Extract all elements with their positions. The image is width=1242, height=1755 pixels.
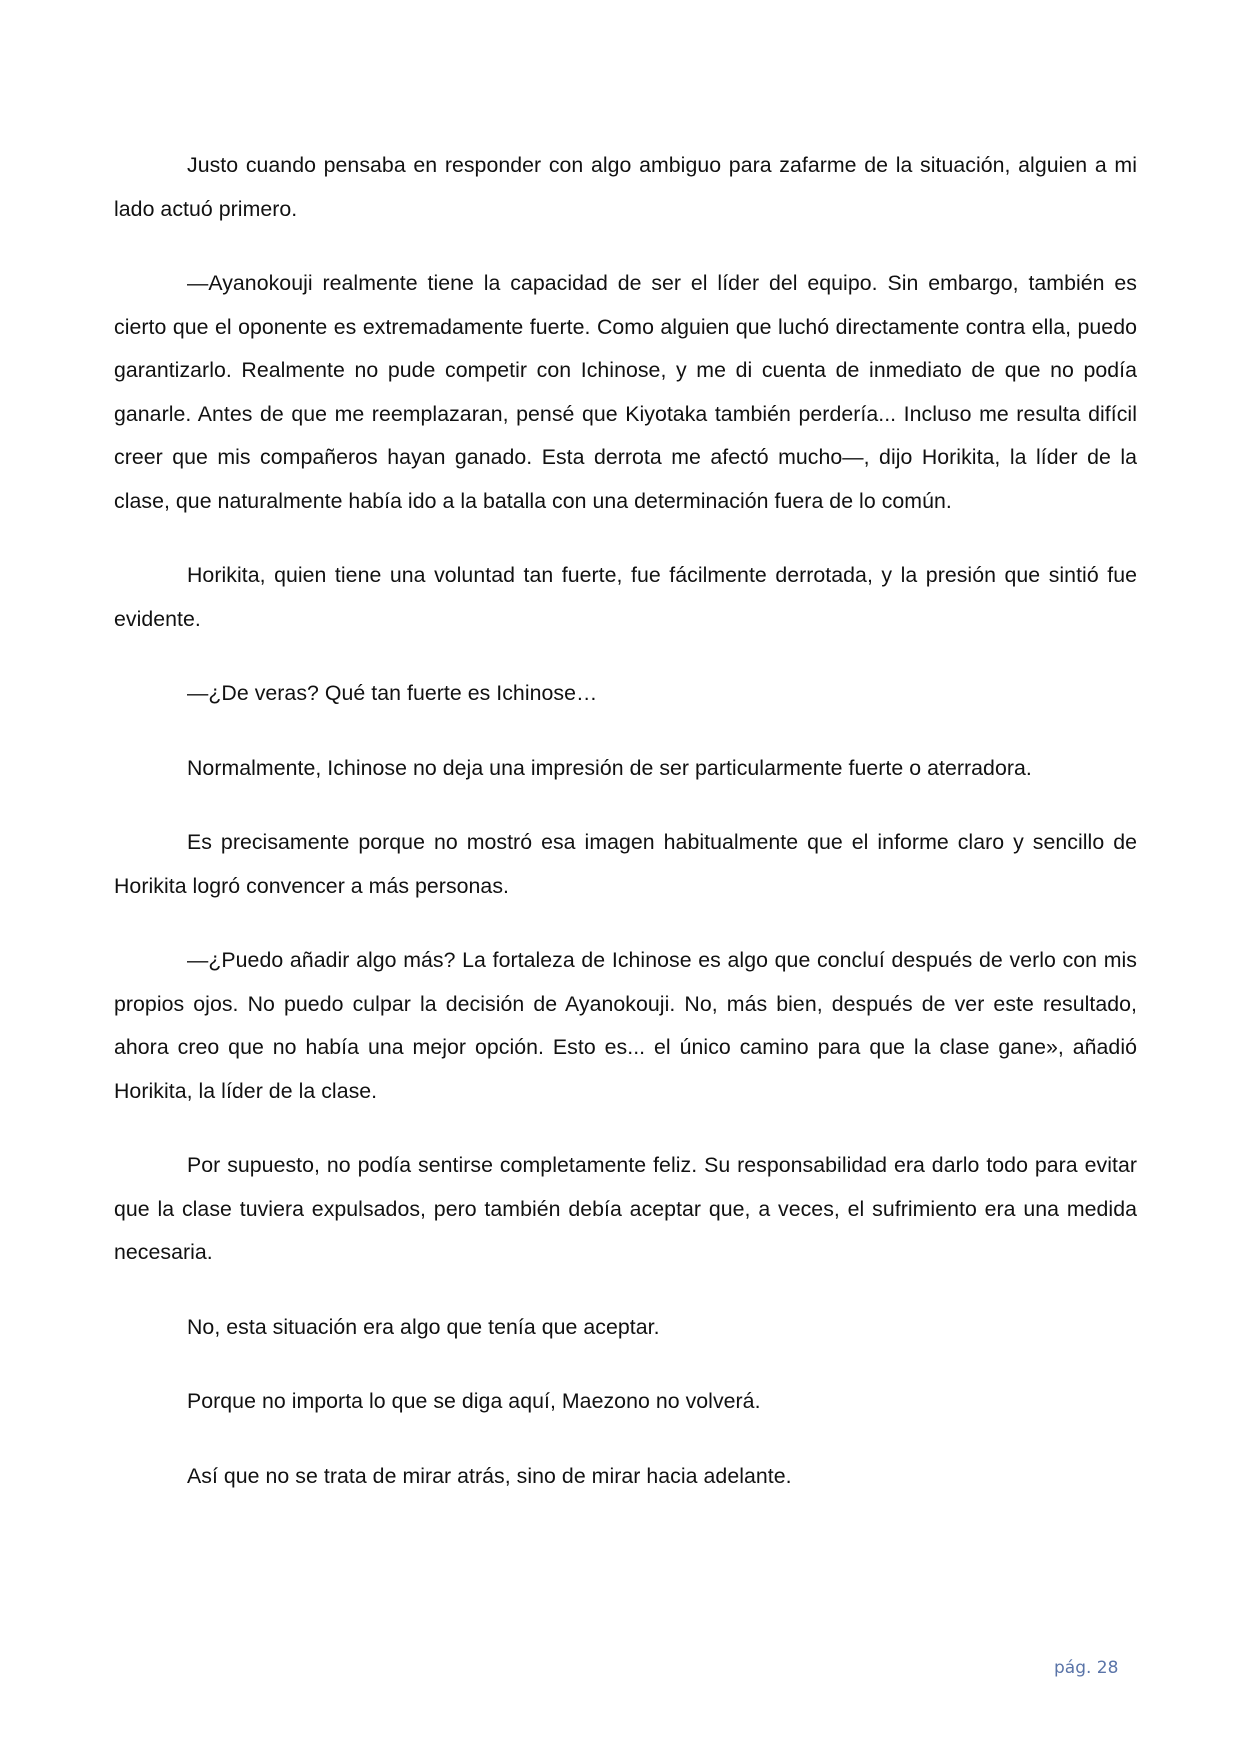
paragraph: Justo cuando pensaba en responder con algo ambiguo para zafarme de la situación, alguien a mi lado actuó primero. — [114, 153, 1137, 221]
paragraph: Horikita, quien tiene una voluntad tan fuerte, fue fácilmente derrotada, y la presión que sintió fue evidente. — [114, 563, 1137, 631]
body-text — [114, 144, 1137, 1529]
paragraph: Así que no se trata de mirar atrás, sino de mirar hacia adelante. — [187, 1463, 792, 1488]
paragraph: No, esta situación era algo que tenía que aceptar. — [187, 1314, 660, 1339]
paragraph: —Ayanokouji realmente tiene la capacidad de ser el líder del equipo. Sin embargo, también es cierto que el oponente es extremadamente fuerte. Como alguien que luchó directamente contra ella, puedo garantizarlo. Realmente no pude competir con Ichinose, y me di cuenta de inmediato de que no podía ganarle. Antes de que me reemplazaran, pensé que Kiyotaka también perdería... Incluso me resulta difícil creer que mis compañeros hayan ganado. Esta derrota me afectó mucho—, dijo Horikita, la líder de la clase, que naturalmente había ido a la batalla con una determinación fuera de lo común. — [114, 271, 1137, 513]
paragraph: Por supuesto, no podía sentirse completamente feliz. Su responsabilidad era darlo todo para evitar que la clase tuviera expulsados, pero también debía aceptar que, a veces, el sufrimiento era una medida necesaria. — [114, 1153, 1137, 1264]
paragraph: Normalmente, Ichinose no deja una impresión de ser particularmente fuerte o aterradora. — [187, 755, 1032, 780]
paragraph: Porque no importa lo que se diga aquí, Maezono no volverá. — [187, 1389, 761, 1413]
page-number: pág. 28 — [1054, 1658, 1119, 1678]
paragraph: —¿Puedo añadir algo más? La fortaleza de Ichinose es algo que concluí después de verlo con mis propios ojos. No puedo culpar la decisión de Ayanokouji. No, más bien, después de ver este resultado, ahora creo que no había una mejor opción. Esto es... el único camino para que la clase gane», añadió Horikita, la líder de la clase. — [114, 948, 1137, 1103]
paragraph: —¿De veras? Qué tan fuerte es Ichinose… — [187, 681, 598, 705]
paragraph: Es precisamente porque no mostró esa imagen habitualmente que el informe claro y sencillo de Horikita logró convencer a más personas. — [114, 830, 1137, 898]
